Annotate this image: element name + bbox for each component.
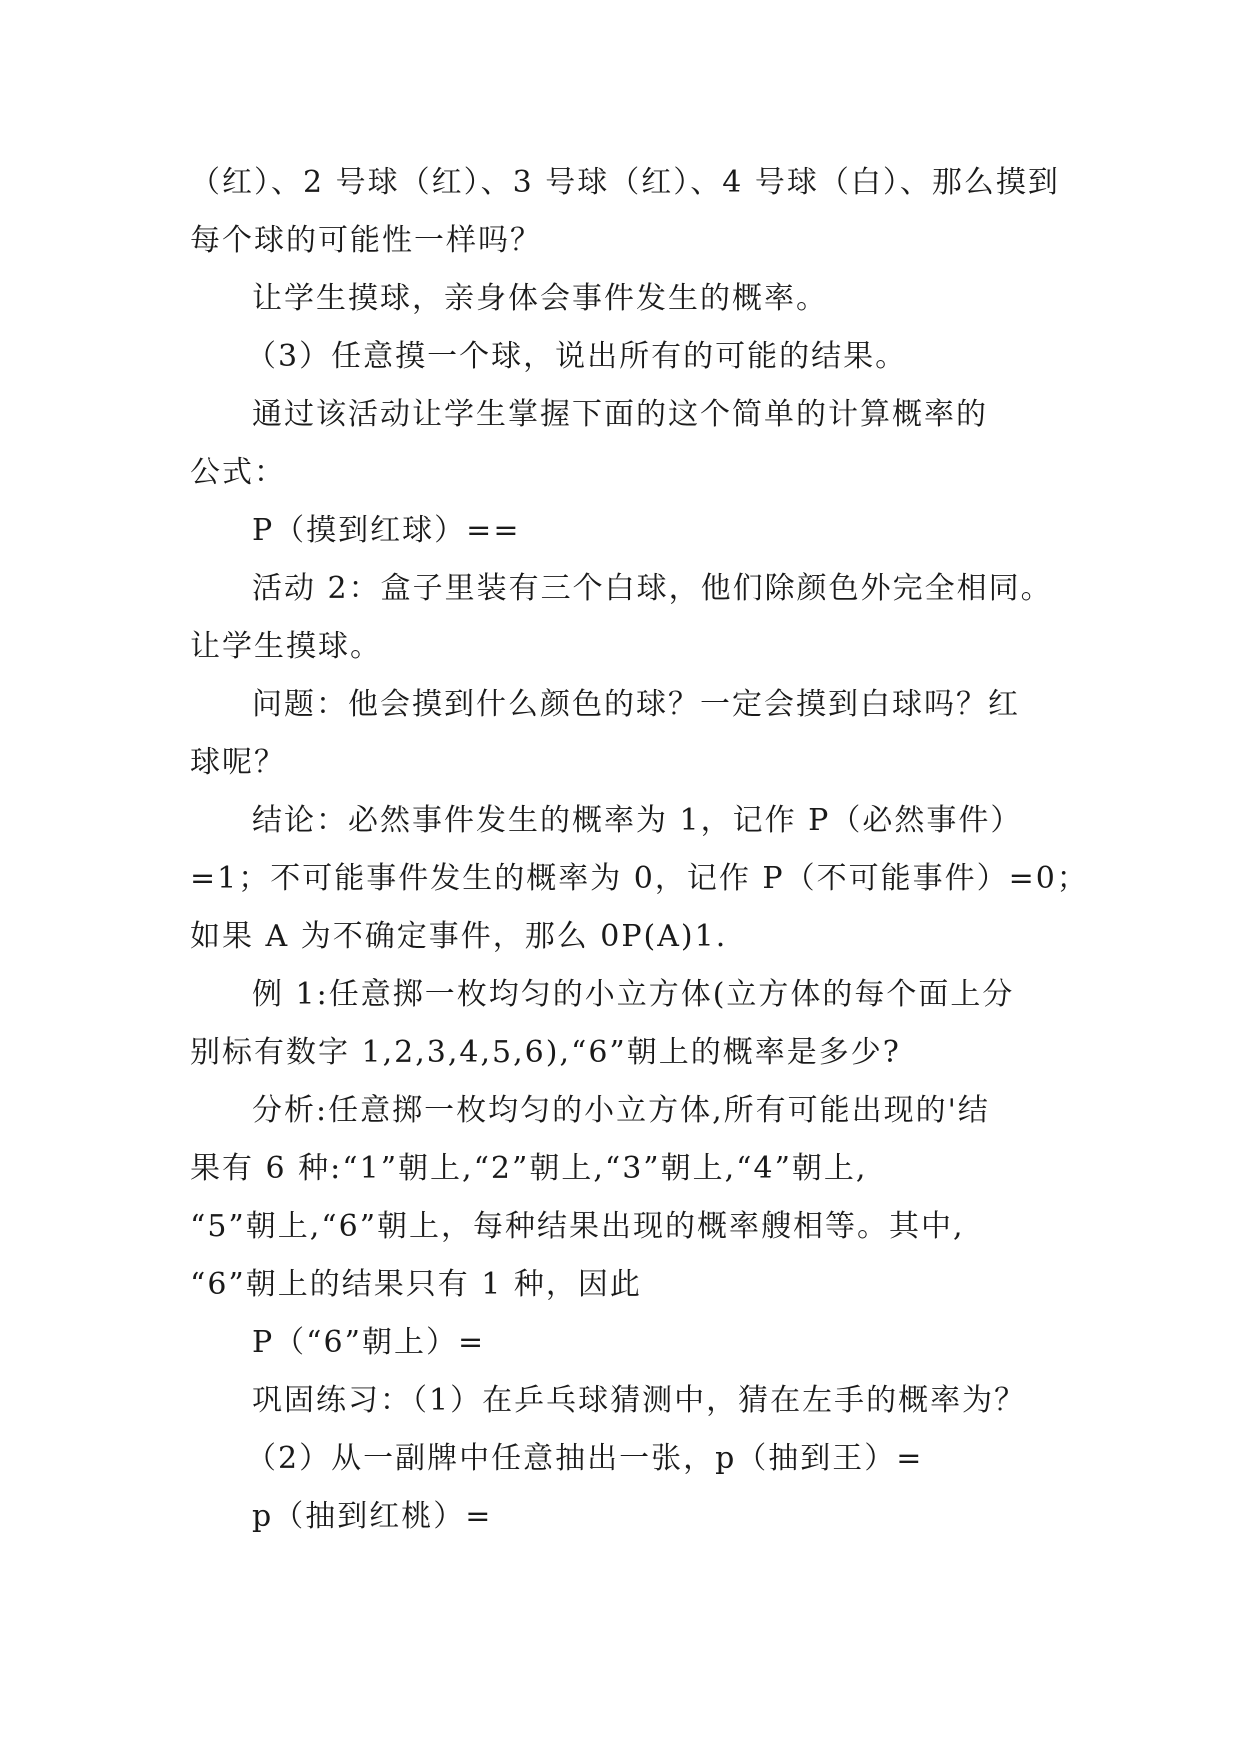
- exercise-line: （2）从一副牌中任意抽出一张，p（抽到王）=: [246, 1441, 924, 1476]
- paragraph-line: 例 1:任意掷一枚均匀的小立方体(立方体的每个面上分: [252, 977, 1015, 1012]
- paragraph-line: 通过该活动让学生掌握下面的这个简单的计算概率的: [252, 397, 988, 432]
- exercise-line: p（抽到红桃）=: [252, 1499, 493, 1534]
- paragraph-line: =1；不可能事件发生的概率为 0，记作 P（不可能事件）=0；: [190, 861, 1089, 896]
- paragraph-line: 公式：: [190, 455, 286, 490]
- paragraph-line: 活动 2：盒子里装有三个白球，他们除颜色外完全相同。: [252, 571, 1053, 606]
- paragraph-line: （红）、2 号球（红）、3 号球（红）、4 号球（白）、那么摸到: [190, 165, 1060, 200]
- paragraph-line: 球呢？: [190, 745, 286, 780]
- paragraph-line: 每个球的可能性一样吗？: [190, 223, 542, 258]
- paragraph-line: 结论：必然事件发生的概率为 1，记作 P（必然事件）: [252, 803, 1023, 838]
- paragraph-line: 让学生摸球，亲身体会事件发生的概率。: [252, 281, 828, 316]
- paragraph-line: 分析:任意掷一枚均匀的小立方体,所有可能出现的'结: [252, 1093, 990, 1128]
- paragraph-line: 果有 6 种:“1”朝上,“2”朝上,“3”朝上,“4”朝上,: [190, 1151, 868, 1186]
- formula-line: P（“6”朝上）=: [252, 1325, 486, 1360]
- paragraph-line: “5”朝上,“6”朝上，每种结果出现的概率艘相等。其中,: [190, 1209, 965, 1244]
- paragraph-line: （3）任意摸一个球，说出所有的可能的结果。: [246, 339, 908, 374]
- paragraph-line: 让学生摸球。: [190, 629, 382, 664]
- paragraph-line: 别标有数字 1,2,3,4,5,6),“6”朝上的概率是多少?: [190, 1035, 901, 1070]
- paragraph-line: 如果 A 为不确定事件，那么 0P(A)1.: [190, 919, 728, 954]
- paragraph-line: 问题：他会摸到什么颜色的球？一定会摸到白球吗？红: [252, 687, 1020, 722]
- formula-line: P（摸到红球）==: [252, 513, 521, 548]
- paragraph-line: “6”朝上的结果只有 1 种，因此: [190, 1267, 642, 1302]
- exercise-line: 巩固练习：（1）在乒乓球猜测中，猜在左手的概率为？: [252, 1383, 1027, 1418]
